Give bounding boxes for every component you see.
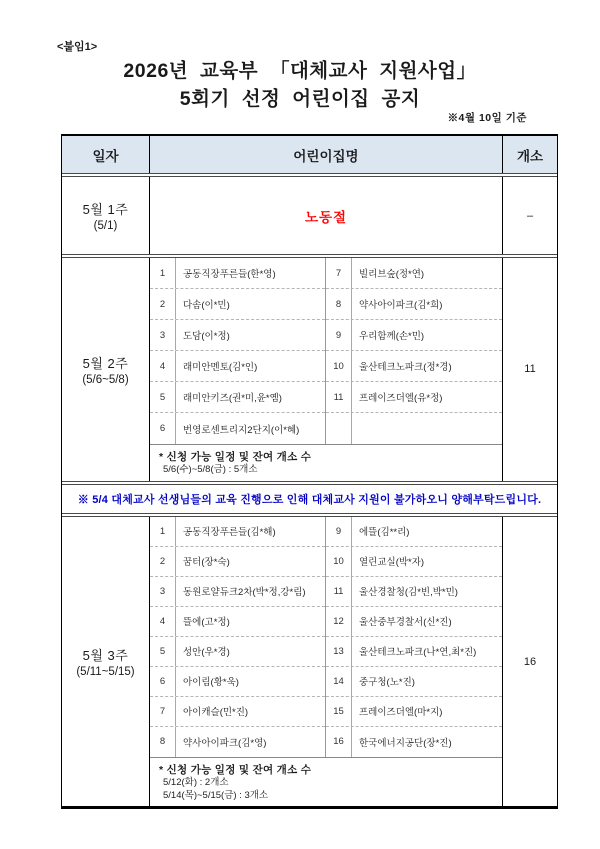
week2-count: 11 [524, 363, 536, 376]
week3-note [150, 757, 502, 807]
item-number: 9 [326, 517, 352, 546]
item-number: 3 [150, 320, 176, 350]
week3-date-range: (5/11~5/15) [76, 666, 135, 679]
note-line: 5/12(화) : 2개소 [163, 776, 229, 788]
table-header-row [62, 136, 557, 173]
note-line: 5/14(목)~5/15(금) : 3개소 [163, 789, 269, 801]
week3-note-lines [159, 777, 502, 803]
center-list-item [326, 727, 502, 757]
row-week2 [62, 254, 557, 481]
center-list-item [150, 667, 325, 697]
item-number: 2 [150, 547, 176, 576]
week1-week-label: 5월 1주 [82, 202, 129, 217]
center-list-item [326, 607, 502, 637]
center-name: 래미안멘토(김*인) [183, 362, 258, 373]
center-name: 울산중부경찰서(신*진) [359, 617, 452, 629]
item-number: 5 [150, 637, 176, 666]
attachment-label: <붙임1> [57, 41, 98, 53]
note-line: 5/6(수)~5/8(금) : 5개소 [163, 464, 258, 475]
center-list-item [326, 517, 502, 547]
week1-count: – [526, 209, 534, 222]
center-name: 프레이즈더엘(마*지) [359, 707, 443, 719]
center-name: 도담(이*정) [183, 331, 230, 342]
week2-center-list-right [326, 258, 502, 444]
item-number: 5 [150, 382, 176, 412]
center-list-item [150, 258, 325, 289]
center-list-item [150, 351, 325, 382]
week1-date-range: (5/1) [93, 220, 118, 232]
week1-date-cell [62, 177, 149, 254]
item-number: 12 [326, 607, 352, 636]
item-number: 1 [150, 517, 176, 546]
week2-center-grid [150, 258, 502, 444]
center-name: 성안(우*경) [183, 647, 230, 659]
center-name: 빌리브숲(정*연) [359, 269, 425, 280]
center-list-item [326, 697, 502, 727]
item-number: 15 [326, 697, 352, 726]
center-name: 울산경찰청(김*빈,박*민) [359, 587, 458, 599]
center-name: 울산테크노파크(나*연,최*진) [359, 647, 477, 659]
center-list-item [326, 320, 502, 351]
column-header-date: 일자 [92, 148, 119, 164]
item-number: 11 [326, 577, 352, 606]
week1-holiday-label: 노동절 [149, 177, 503, 254]
week3-count: 16 [523, 655, 537, 668]
week2-date-range: (5/6~5/8) [82, 373, 129, 386]
week2-note-title: * 신청 가능 일정 및 잔여 개소 수 [159, 451, 312, 463]
center-list-item [150, 289, 325, 320]
item-number: 1 [150, 258, 176, 288]
item-number: 11 [326, 382, 352, 412]
column-header-name: 어린이집명 [149, 136, 503, 173]
education-notice: ※ 5/4 대체교사 선생님들의 교육 진행으로 인해 대체교사 지원이 불가하오니 양해부탁드립니다. [62, 481, 557, 513]
item-number: 10 [326, 351, 352, 381]
item-number: 16 [326, 727, 352, 757]
week3-date-cell [62, 517, 149, 807]
center-list-item [150, 697, 325, 727]
item-number: 4 [150, 607, 176, 636]
center-list-item [150, 517, 325, 547]
center-name: 공동직장푸른들(한*영) [183, 269, 276, 280]
center-list-item [150, 727, 325, 757]
center-name: 다솜(이*민) [183, 300, 230, 311]
center-list-item [326, 351, 502, 382]
item-number: 4 [150, 351, 176, 381]
center-name: 한국에너지공단(장*진) [359, 737, 452, 749]
title-line-1: 2026년 교육부 「대체교사 지원사업」 [123, 60, 477, 82]
item-number: 6 [150, 667, 176, 696]
center-list-item [150, 382, 325, 413]
schedule-table [61, 134, 558, 809]
week3-note-title: * 신청 가능 일정 및 잔여 개소 수 [159, 763, 312, 776]
item-number: 8 [326, 289, 352, 319]
center-list-item [150, 637, 325, 667]
week2-centers-cell [149, 258, 503, 481]
item-number: 8 [150, 727, 176, 757]
week2-center-list-left [150, 258, 326, 444]
center-list-item [326, 413, 502, 444]
center-list-item [326, 637, 502, 667]
center-name: 동원로얄듀크2차(박*정,강*림) [183, 587, 306, 599]
item-number: 10 [326, 547, 352, 576]
item-number: 13 [326, 637, 352, 666]
center-name [352, 413, 359, 444]
item-number: 7 [150, 697, 176, 726]
row-week3 [62, 513, 557, 807]
column-header-count: 개소 [516, 148, 544, 164]
center-list-item [326, 667, 502, 697]
week2-note-lines [159, 464, 502, 477]
center-name: 에뜰(김**리) [359, 527, 410, 539]
center-list-item [326, 547, 502, 577]
center-name: 공동직장푸른들(김*해) [183, 527, 276, 539]
item-number: 9 [326, 320, 352, 350]
center-list-item [326, 577, 502, 607]
center-list-item [150, 413, 325, 444]
week3-week-label: 5월 3주 [82, 648, 129, 664]
item-number: 7 [326, 258, 352, 288]
center-name: 우리함께(손*민) [359, 331, 425, 342]
week2-week-label: 5월 2주 [82, 355, 129, 371]
center-name: 아이캐슬(민*진) [183, 707, 249, 719]
item-number: 3 [150, 577, 176, 606]
center-list-item [150, 547, 325, 577]
center-name: 번영로센트리지2단지(이*혜) [183, 424, 300, 436]
center-name: 열린교실(박*자) [359, 557, 425, 569]
week2-date-cell [62, 258, 149, 481]
center-name: 울산테크노파크(정*경) [359, 362, 452, 373]
center-list-item [326, 382, 502, 413]
center-list-item [326, 258, 502, 289]
center-name: 래미안키즈(권*미,윤*옘) [183, 393, 282, 404]
reference-date: ※4월 10일 기준 [447, 112, 527, 124]
item-number: 14 [326, 667, 352, 696]
center-name: 약사아이파크(김*영) [183, 737, 267, 749]
center-name: 아이림(황*욱) [183, 677, 239, 689]
row-week1 [62, 173, 557, 254]
center-name: 꿈터(장*숙) [183, 557, 230, 569]
week3-centers-cell [149, 517, 503, 807]
center-list-item [150, 320, 325, 351]
item-number: 6 [150, 413, 176, 444]
document-title [0, 57, 600, 114]
center-name: 뜰에(고*정) [183, 617, 230, 629]
week3-center-list-left [150, 517, 326, 757]
center-name: 약사아이파크(김*희) [359, 300, 443, 311]
center-list-item [150, 607, 325, 637]
item-number [326, 413, 352, 444]
week2-note [150, 444, 502, 481]
item-number: 2 [150, 289, 176, 319]
center-list-item [150, 577, 325, 607]
center-name: 중구청(노*진) [359, 677, 415, 689]
center-list-item [326, 289, 502, 320]
title-line-2: 5회기 선정 어린이집 공지 [179, 88, 421, 111]
week3-center-list-right [326, 517, 502, 757]
center-name: 프레이즈더엘(유*정) [359, 393, 443, 404]
week3-center-grid [150, 517, 502, 757]
